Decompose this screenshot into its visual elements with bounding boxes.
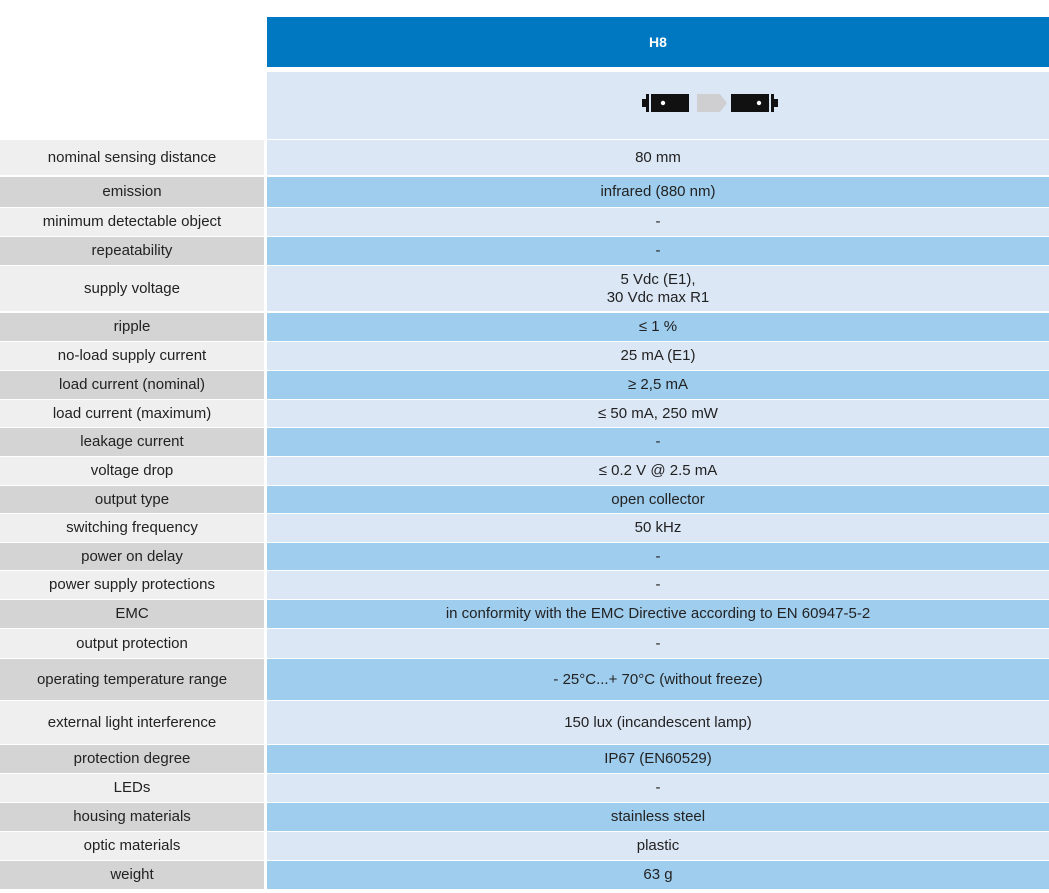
sensor-icon-row xyxy=(267,72,1049,139)
spec-value: open collector xyxy=(267,486,1049,513)
table-row xyxy=(0,803,1049,831)
spec-label: external light interference xyxy=(0,701,264,744)
table-row xyxy=(0,514,1049,542)
spec-value: in conformity with the EMC Directive according to EN 60947-5-2 xyxy=(267,600,1049,628)
spec-value: 50 kHz xyxy=(267,514,1049,542)
spec-value: 5 Vdc (E1), 30 Vdc max R1 xyxy=(267,266,1049,311)
spec-value: ≥ 2,5 mA xyxy=(267,371,1049,399)
table-row xyxy=(0,266,1049,311)
table-row xyxy=(0,543,1049,570)
spec-value: 63 g xyxy=(267,861,1049,889)
spec-label: output type xyxy=(0,486,264,513)
table-row xyxy=(0,629,1049,658)
table-row xyxy=(0,457,1049,485)
table-row xyxy=(0,400,1049,427)
table-row xyxy=(0,486,1049,513)
through-beam-sensor-icon xyxy=(642,92,782,114)
spec-value: ≤ 1 % xyxy=(267,313,1049,341)
spec-label: repeatability xyxy=(0,237,264,265)
table-row xyxy=(0,571,1049,599)
spec-value: - xyxy=(267,208,1049,236)
spec-label: EMC xyxy=(0,600,264,628)
table-row xyxy=(0,745,1049,773)
spec-value: IP67 (EN60529) xyxy=(267,745,1049,773)
spec-value: plastic xyxy=(267,832,1049,860)
spec-label: output protection xyxy=(0,629,264,658)
spec-value: - 25°C...+ 70°C (without freeze) xyxy=(267,659,1049,700)
spec-value: ≤ 50 mA, 250 mW xyxy=(267,400,1049,427)
spec-value: - xyxy=(267,237,1049,265)
table-row xyxy=(0,342,1049,370)
table-row xyxy=(0,208,1049,236)
spec-label: minimum detectable object xyxy=(0,208,264,236)
spec-label: load current (maximum) xyxy=(0,400,264,427)
spec-label: no-load supply current xyxy=(0,342,264,370)
spec-label: operating temperature range xyxy=(0,659,264,700)
model-header xyxy=(267,17,1049,67)
table-row xyxy=(0,237,1049,265)
spec-value: ≤ 0.2 V @ 2.5 mA xyxy=(267,457,1049,485)
spec-value: - xyxy=(267,543,1049,570)
spec-label: ripple xyxy=(0,313,264,341)
table-row xyxy=(0,832,1049,860)
spec-label: load current (nominal) xyxy=(0,371,264,399)
table-row xyxy=(0,774,1049,802)
table-row xyxy=(0,371,1049,399)
spec-label: emission xyxy=(0,177,264,207)
table-row xyxy=(0,428,1049,456)
spec-label: housing materials xyxy=(0,803,264,831)
spec-label: protection degree xyxy=(0,745,264,773)
spec-value: 150 lux (incandescent lamp) xyxy=(267,701,1049,744)
model-name: H8 xyxy=(649,34,667,50)
spec-label: weight xyxy=(0,861,264,889)
table-row xyxy=(0,861,1049,889)
spec-value: 25 mA (E1) xyxy=(267,342,1049,370)
table-row xyxy=(0,701,1049,744)
table-row xyxy=(0,177,1049,207)
spec-value: - xyxy=(267,571,1049,599)
spec-label: voltage drop xyxy=(0,457,264,485)
spec-value: - xyxy=(267,629,1049,658)
table-row xyxy=(0,140,1049,175)
spec-value: - xyxy=(267,774,1049,802)
spec-label: switching frequency xyxy=(0,514,264,542)
spec-value: 80 mm xyxy=(267,140,1049,175)
table-row xyxy=(0,313,1049,341)
spec-label: power supply protections xyxy=(0,571,264,599)
spec-label: optic materials xyxy=(0,832,264,860)
table-row xyxy=(0,600,1049,628)
spec-label: LEDs xyxy=(0,774,264,802)
spec-label: leakage current xyxy=(0,428,264,456)
spec-label: power on delay xyxy=(0,543,264,570)
spec-label: supply voltage xyxy=(0,266,264,311)
spec-value: - xyxy=(267,428,1049,456)
spec-value: stainless steel xyxy=(267,803,1049,831)
table-row xyxy=(0,659,1049,700)
spec-value: infrared (880 nm) xyxy=(267,177,1049,207)
spec-label: nominal sensing distance xyxy=(0,140,264,175)
